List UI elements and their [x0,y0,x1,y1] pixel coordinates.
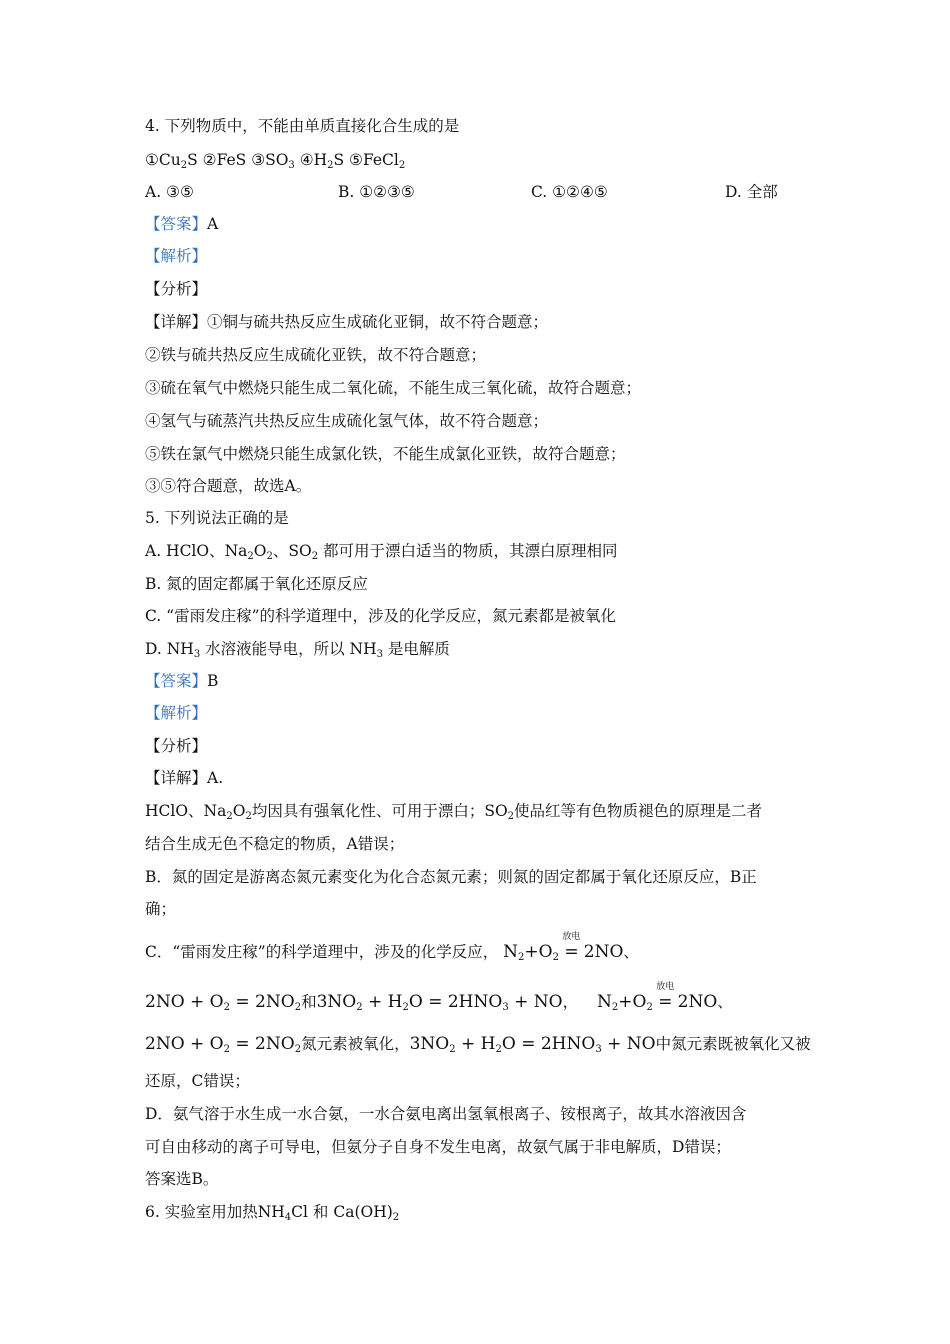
q4-analysis-label: 【解析】 [145,247,208,265]
q4-detail-3: ③硫在氧气中燃烧只能生成二氧化硫，不能生成三氧化硫，故符合题意； [145,379,642,397]
q5-detail-a-line2: HClO、$Na_2O_2$均因具有强氧化性、可用于漂白；$SO_2$使品红等有色物质褪色的原理是二者 [145,802,763,822]
q4-detail-1: 【详解】①铜与硫共热反应生成硫化亚铜，故不符合题意； [145,313,549,331]
q4-detail-4: ④氢气与硫蒸汽共热反应生成硫化氢气体，故不符合题意； [145,412,549,430]
q5-detail-b-line1: B．氮的固定是游离态氮元素变化为化合态氮元素；则氮的固定都属于氧化还原反应，B正 [145,868,757,886]
q5-option-a: A. HClO、$Na_2O_2$、$SO_2$ 都可用于漂白适当的物质，其漂白原理相同 [145,542,618,562]
q4-detail-2: ②铁与硫共热反应生成硫化亚铁，故不符合题意； [145,346,487,364]
q5-analysis-label: 【解析】 [145,704,208,722]
q5-detail-a-line3: 结合生成无色不稳定的物质，A错误； [145,835,405,853]
equation-n2-o2-discharge-2: $N_2+O_2$ 放电 = 2NO [597,992,717,1012]
equation-no2-h2o-2: $3NO_2 + H_2O = 2HNO_3$ + NO [409,1034,656,1055]
q4-option-d: D. 全部 [725,183,778,201]
q5-option-b: B. 氮的固定都属于氧化还原反应 [145,575,368,593]
q5-detail-c-line2: $2NO + O_2 = 2NO_2$和$3NO_2 + H_2O = 2HNO_3$ + NO， $N_2+O_2$ 放电 = 2NO、 [145,992,733,1012]
condition-label-2: 放电 [656,982,675,992]
equation-n2-o2-discharge: $N_2+O_2$ 放电 = 2NO [503,942,623,962]
q4-fenxi-label: 【分析】 [145,280,208,298]
q5-detail-c-line4: 还原，C错误； [145,1072,250,1090]
q5-fenxi-label: 【分析】 [145,737,208,755]
q4-detail-5: ⑤铁在氯气中燃烧只能生成氯化铁，不能生成氯化亚铁，故符合题意； [145,445,626,463]
equation-no2-h2o: $3NO_2 + H_2O = 2HNO_3$ + NO [316,992,563,1013]
condition-label: 放电 [562,932,581,942]
equation-no-o2-2: $2NO + O_2 = 2NO_2$ [145,1034,302,1055]
q5-option-d: D. $NH_3$ 水溶液能导电，所以 $NH_3$ 是电解质 [145,640,450,660]
q5-detail-c-line1: C．“雷雨发庄稼”的科学道理中，涉及的化学反应， $N_2+O_2$ 放电 = 2NO、 [145,942,639,962]
q5-conclusion: 答案选B。 [145,1170,219,1188]
q5-detail-d-line1: D．氨气溶于水生成一水合氨，一水合氨电离出氢氧根离子、铵根离子，故其水溶液因含 [145,1105,747,1123]
q5-option-c: C. “雷雨发庄稼”的科学道理中，涉及的化学反应，氮元素都是被氧化 [145,607,617,625]
equation-no-o2: $2NO + O_2 = 2NO_2$ [145,992,302,1013]
q4-items: $①Cu_2S$ ②FeS $③SO_3$ $④H_2S$ ⑤FeCl$_2$ [145,151,406,171]
q5-detail-b-line2: 确； [145,900,177,918]
q5-answer: 【答案】B [145,672,219,690]
q5-stem: 5. 下列说法正确的是 [145,509,289,527]
q6-stem: 6. 实验室用加热$NH_4Cl$ 和 $Ca(OH)_2$ [145,1203,400,1223]
q4-stem: 4. 下列物质中，不能由单质直接化合生成的是 [145,117,460,135]
q5-detail-c-line3: $2NO + O_2 = 2NO_2$氮元素被氧化，$3NO_2 + H_2O = 2HNO_3$ + NO中氮元素既被氧化又被 [145,1034,811,1055]
q5-detail-a: 【详解】A. [145,769,224,787]
q5-detail-d-line2: 可自由移动的离子可导电，但氨分子自身不发生电离，故氨气属于非电解质，D错误； [145,1138,731,1156]
q4-option-a: A. ③⑤ [145,183,194,201]
q4-option-c: C. ①②④⑤ [531,183,608,201]
q4-answer: 【答案】A [145,215,219,233]
q4-option-b: B. ①②③⑤ [338,183,415,201]
q4-conclusion: ③⑤符合题意，故选A。 [145,477,312,495]
